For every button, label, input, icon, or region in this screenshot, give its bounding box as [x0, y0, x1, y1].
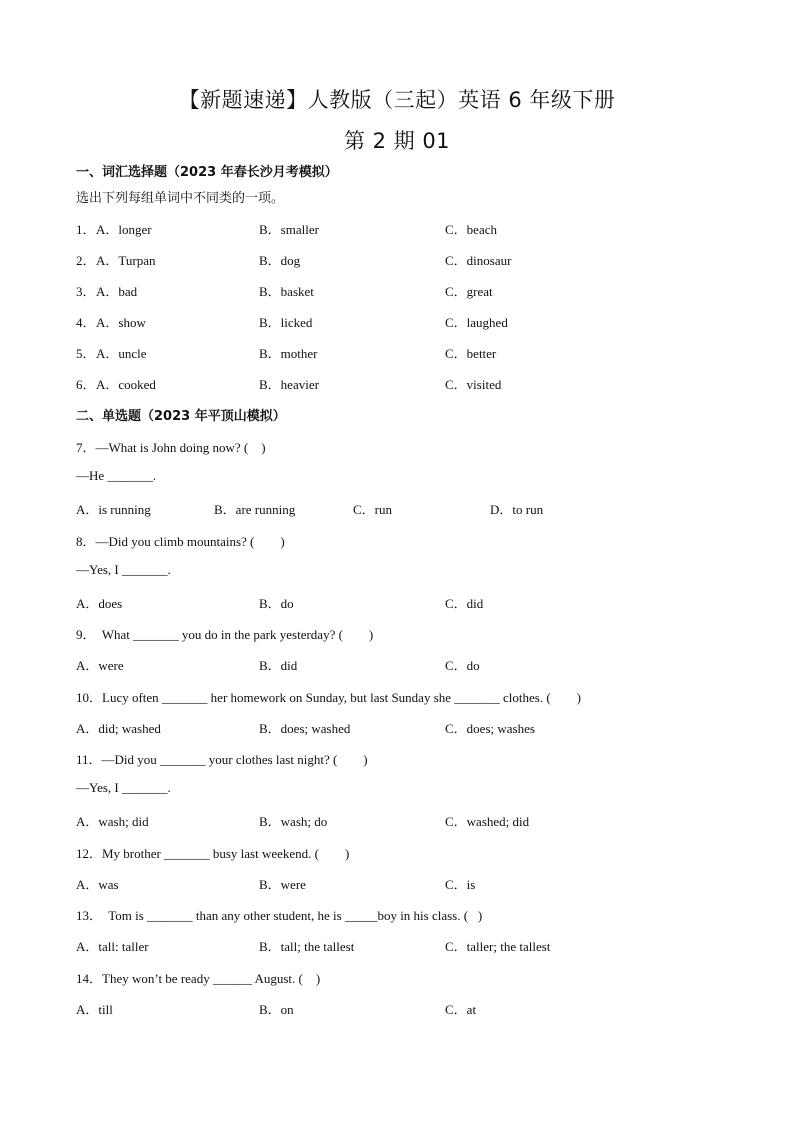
question-6-option-c[interactable]: C．visited [445, 377, 502, 392]
question-9-option-a[interactable]: A．were [76, 658, 124, 673]
question-4-number: 4． [76, 315, 96, 330]
question-9-option-c[interactable]: C．do [445, 658, 480, 673]
question-10-option-b[interactable]: B．does; washed [259, 721, 351, 736]
question-8-option-c[interactable]: C．did [445, 596, 484, 611]
question-5-number: 5． [76, 346, 96, 361]
question-2-number: 2． [76, 253, 96, 268]
question-3-number: 3． [76, 284, 96, 299]
question-9-option-b[interactable]: B．did [259, 658, 298, 673]
question-7-option-b[interactable]: B．are running [214, 502, 296, 517]
question-11-option-b[interactable]: B．wash; do [259, 814, 328, 829]
question-8-option-b[interactable]: B．do [259, 596, 294, 611]
question-1-option-c[interactable]: C．beach [445, 222, 497, 237]
question-5-option-b[interactable]: B．mother [259, 346, 318, 361]
question-3-option-c[interactable]: C．great [445, 284, 493, 299]
question-7-option-c[interactable]: C．run [353, 502, 393, 517]
question-10-option-a[interactable]: A．did; washed [76, 721, 161, 736]
question-11-option-a[interactable]: A．wash; did [76, 814, 149, 829]
question-13-option-b[interactable]: B．tall; the tallest [259, 939, 355, 954]
section-heading-vocabulary: 一、词汇选择题（2023 年春长沙月考模拟） [76, 165, 338, 180]
question-11-answer-line: —Yes, I _______. [76, 780, 171, 795]
question-6-option-a[interactable]: A．cooked [96, 377, 156, 392]
question-12-option-b[interactable]: B．were [259, 877, 306, 892]
question-2-option-c[interactable]: C．dinosaur [445, 253, 512, 268]
question-4-option-a[interactable]: A．show [96, 315, 146, 330]
question-6-number: 6． [76, 377, 96, 392]
question-8-option-a[interactable]: A．does [76, 596, 123, 611]
question-2-option-a[interactable]: A．Turpan [96, 253, 156, 268]
question-9-stem: 9． What _______ you do in the park yesterday? ( ) [76, 627, 374, 642]
question-5-option-c[interactable]: C．better [445, 346, 497, 361]
document-title: 【新题速递】人教版（三起）英语 6 年级下册 [178, 88, 616, 112]
question-11-stem: 11．—Did you _______ your clothes last night? ( ) [76, 752, 368, 767]
question-14-option-a[interactable]: A．till [76, 1002, 113, 1017]
section-instruction: 选出下列每组单词中不同类的一项。 [76, 191, 285, 206]
question-12-stem: 12．My brother _______ busy last weekend. ( ) [76, 846, 350, 861]
question-7-option-d[interactable]: D．to run [490, 502, 544, 517]
question-13-option-a[interactable]: A．tall: taller [76, 939, 149, 954]
section-heading-single-choice: 二、单选题（2023 年平顶山模拟） [76, 409, 286, 424]
question-10-stem: 10．Lucy often _______ her homework on Sunday, but last Sunday she _______ clothes. ( ) [76, 690, 582, 705]
question-1-option-b[interactable]: B．smaller [259, 222, 319, 237]
issue-title: 第 2 期 01 [343, 129, 451, 153]
question-1-number: 1． [76, 222, 96, 237]
question-1-option-a[interactable]: A．longer [96, 222, 152, 237]
question-3-option-a[interactable]: A．bad [96, 284, 138, 299]
question-7-answer-line: —He _______. [76, 468, 157, 483]
question-12-option-a[interactable]: A．was [76, 877, 119, 892]
question-13-option-c[interactable]: C．taller; the tallest [445, 939, 551, 954]
question-4-option-b[interactable]: B．licked [259, 315, 313, 330]
question-7-stem: 7．—What is John doing now? ( ) [76, 440, 266, 455]
question-14-stem: 14．They won’t be ready ______ August. ( ) [76, 971, 321, 986]
question-14-option-c[interactable]: C．at [445, 1002, 477, 1017]
question-13-stem: 13． Tom is _______ than any other student, he is _____boy in his class. ( ) [76, 908, 483, 923]
question-2-option-b[interactable]: B．dog [259, 253, 301, 268]
question-10-option-c[interactable]: C．does; washes [445, 721, 535, 736]
question-8-stem: 8．—Did you climb mountains? ( ) [76, 534, 285, 549]
question-14-option-b[interactable]: B．on [259, 1002, 294, 1017]
question-4-option-c[interactable]: C．laughed [445, 315, 508, 330]
question-5-option-a[interactable]: A．uncle [96, 346, 147, 361]
question-11-option-c[interactable]: C．washed; did [445, 814, 530, 829]
question-3-option-b[interactable]: B．basket [259, 284, 314, 299]
question-7-option-a[interactable]: A．is running [76, 502, 151, 517]
question-12-option-c[interactable]: C．is [445, 877, 476, 892]
question-8-answer-line: —Yes, I _______. [76, 562, 171, 577]
question-6-option-b[interactable]: B．heavier [259, 377, 319, 392]
